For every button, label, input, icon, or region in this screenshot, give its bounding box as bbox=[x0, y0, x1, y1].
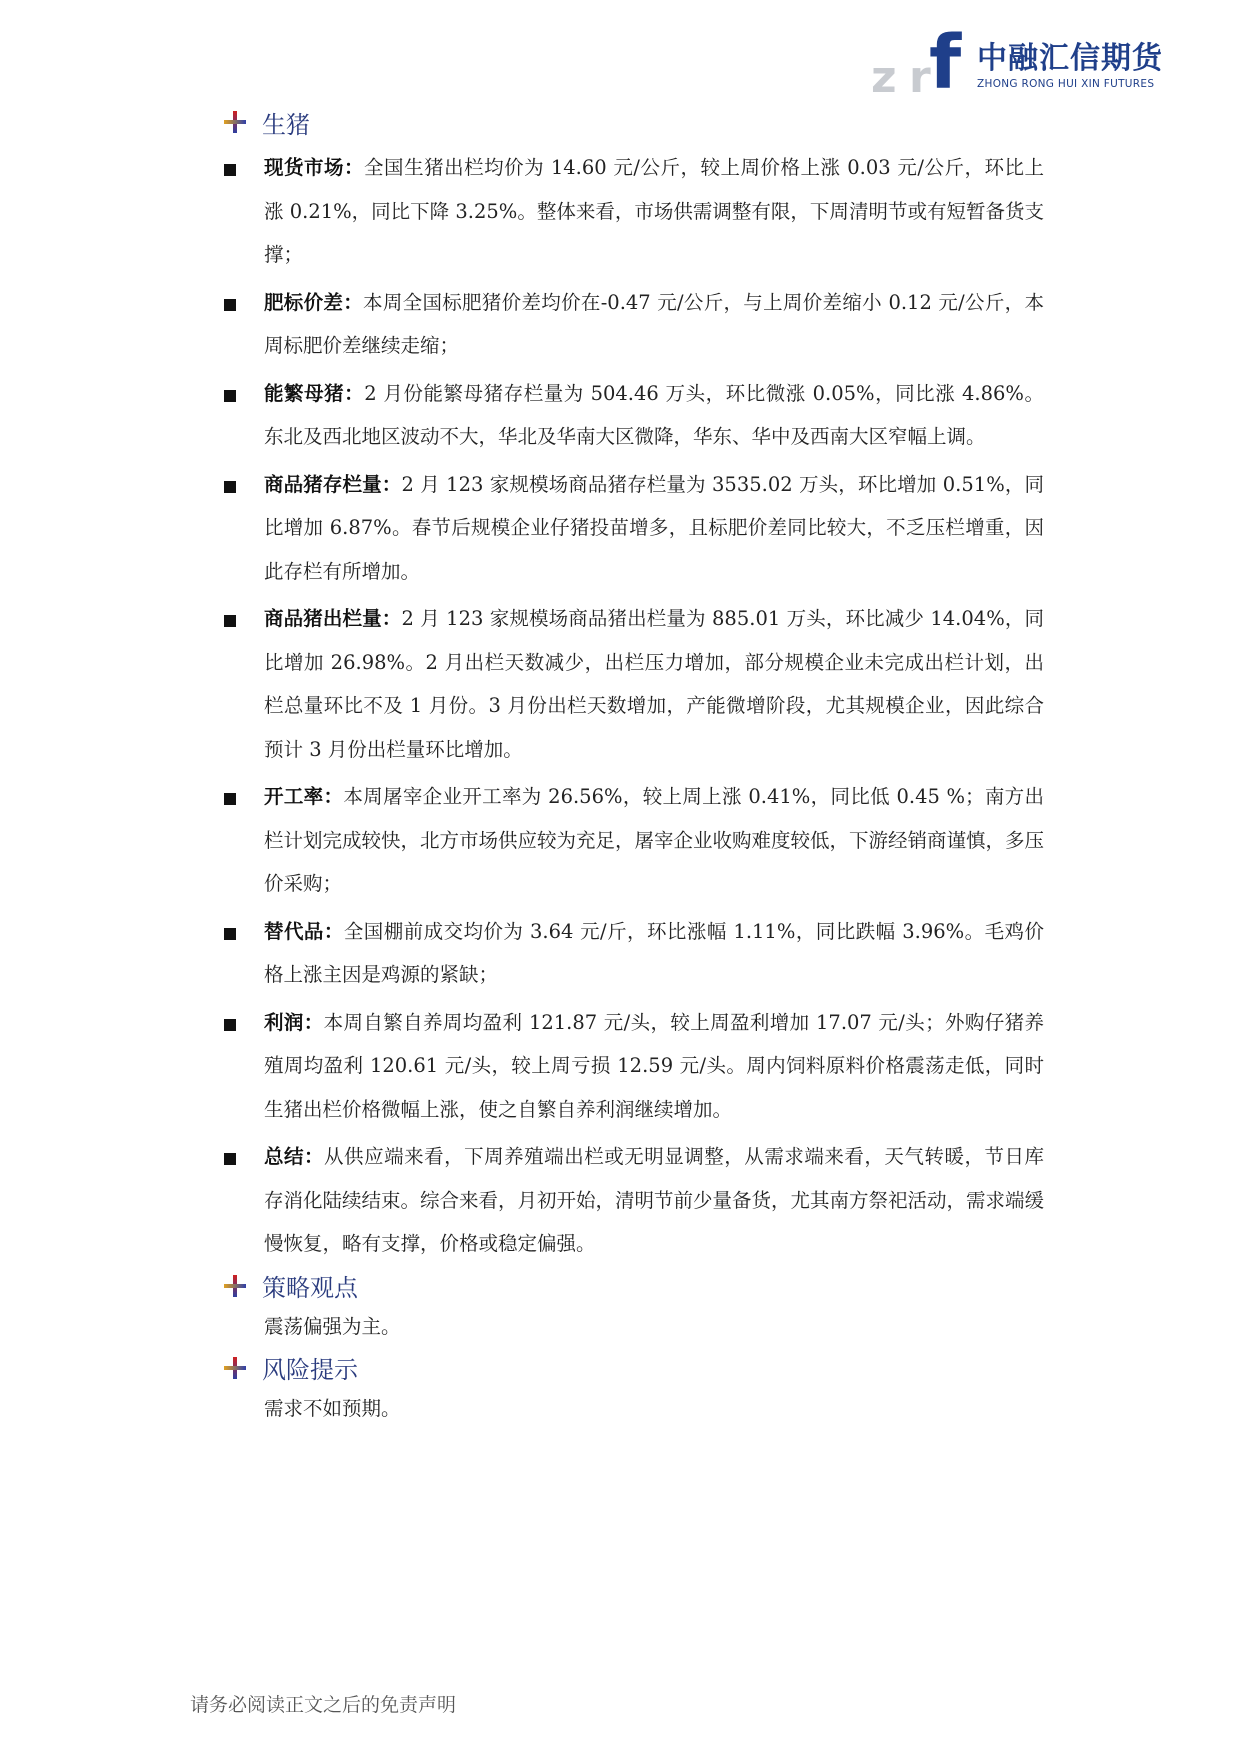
section-title: 策略观点 bbox=[262, 1274, 358, 1302]
bullet-item-operating-rate bbox=[224, 775, 1044, 906]
bullet-item-fat-spread bbox=[224, 281, 1044, 368]
bullet-item-inventory bbox=[224, 463, 1044, 594]
bullet-label: 商品猪存栏量： bbox=[264, 472, 402, 496]
company-logo bbox=[871, 20, 1163, 106]
logo-mark-f: f bbox=[929, 20, 962, 106]
square-bullet-icon bbox=[224, 928, 236, 940]
bullet-label: 能繁母猪： bbox=[264, 381, 365, 405]
bullet-label: 总结： bbox=[264, 1145, 325, 1168]
section-heading-strategy bbox=[224, 1266, 1044, 1306]
bullet-label: 现货市场： bbox=[264, 156, 365, 179]
section-title: 生猪 bbox=[262, 110, 310, 139]
bullet-label: 商品猪出栏量： bbox=[264, 607, 402, 630]
square-bullet-icon bbox=[224, 299, 236, 311]
bullet-text: 全国棚前成交均价为 3.64 元/斤，环比涨幅 1.11%，同比跌幅 3.96%。毛鸡价格上涨主因是鸡源的紧缺； bbox=[264, 919, 1044, 986]
square-bullet-icon bbox=[224, 164, 236, 176]
bullet-text: 2 月 123 家规模场商品猪出栏量为 885.01 万头，环比减少 14.04%，同比增加 26.98%。2 月出栏天数减少，出栏压力增加，部分规模企业未完成出栏计划，出栏总量环比不及 1 月份。3 月份出栏天数增加，产能微增阶段，尤其规模企业，因此综合预计 3 月份出栏量环比增加。 bbox=[264, 607, 1044, 761]
company-name-en: ZHONG RONG HUI XIN FUTURES bbox=[977, 78, 1155, 90]
cross-bullet-icon bbox=[224, 1357, 246, 1379]
cross-bullet-icon bbox=[224, 111, 246, 133]
cross-bullet-icon bbox=[224, 1275, 246, 1297]
report-content bbox=[224, 102, 1044, 1430]
bullet-item-substitutes bbox=[224, 910, 1044, 997]
bullet-text: 本周屠宰企业开工率为 26.56%，较上周上涨 0.41%，同比低 0.45 %；南方出栏计划完成较快，北方市场供应较为充足，屠宰企业收购难度较低，下游经销商谨慎，多压价采购； bbox=[264, 785, 1045, 895]
bullet-text: 本周自繁自养周均盈利 121.87 元/头，较上周盈利增加 17.07 元/头；外购仔猪养殖周均盈利 120.61 元/头，较上周亏损 12.59 元/头。周内饲料原料价格震荡走低，同时生猪出栏价格微幅上涨，使之自繁自养利润继续增加。 bbox=[264, 1010, 1044, 1121]
strategy-text: 震荡偏强为主。 bbox=[264, 1314, 401, 1338]
logo-mark-r: r bbox=[909, 52, 931, 103]
bullet-item-slaughter-volume bbox=[224, 597, 1044, 771]
bullet-text: 从供应端来看，下周养殖端出栏或无明显调整，从需求端来看，天气转暖，节日库存消化陆续结束。综合来看，月初开始，清明节前少量备货，尤其南方祭祀活动，需求端缓慢恢复，略有支撑，价格或稳定偏强。 bbox=[264, 1145, 1045, 1255]
bullet-label: 开工率： bbox=[264, 785, 344, 808]
bullet-item-summary bbox=[224, 1135, 1044, 1266]
bullet-text: 2 月 123 家规模场商品猪存栏量为 3535.02 万头，环比增加 0.51%，同比增加 6.87%。春节后规模企业仔猪投苗增多，且标肥价差同比较大，不乏压栏增重，因此存栏有所增加。 bbox=[264, 472, 1044, 583]
risk-text: 需求不如预期。 bbox=[264, 1396, 401, 1420]
bullet-text: 2 月份能繁母猪存栏量为 504.46 万头，环比微涨 0.05%，同比涨 4.86%。东北及西北地区波动不大，华北及华南大区微降，华东、华中及西南大区窄幅上调。 bbox=[264, 381, 1044, 448]
logo-mark bbox=[871, 20, 971, 106]
square-bullet-icon bbox=[224, 1153, 236, 1165]
bullet-label: 替代品： bbox=[264, 919, 344, 943]
bullet-item-spot-market bbox=[224, 146, 1044, 277]
bullet-text: 全国生猪出栏均价为 14.60 元/公斤，较上周价格上涨 0.03 元/公斤，环比上涨 0.21%，同比下降 3.25%。整体来看，市场供需调整有限，下周清明节或有短暂备货支撑； bbox=[264, 156, 1044, 266]
company-name-cn: 中融汇信期货 bbox=[977, 41, 1163, 76]
bullet-label: 利润： bbox=[264, 1010, 324, 1034]
logo-text bbox=[977, 42, 1163, 90]
bullet-item-profit bbox=[224, 1001, 1044, 1132]
logo-mark-z: z bbox=[871, 52, 895, 103]
footer-disclaimer: 请务必阅读正文之后的免责声明 bbox=[190, 1694, 457, 1716]
square-bullet-icon bbox=[224, 615, 236, 627]
square-bullet-icon bbox=[224, 390, 236, 402]
bullet-item-sows bbox=[224, 372, 1044, 459]
bullet-text: 本周全国标肥猪价差均价在-0.47 元/公斤，与上周价差缩小 0.12 元/公斤，本周标肥价差继续走缩； bbox=[264, 290, 1044, 357]
square-bullet-icon bbox=[224, 481, 236, 493]
section-title: 风险提示 bbox=[262, 1356, 358, 1384]
square-bullet-icon bbox=[224, 793, 236, 805]
section-heading-pig bbox=[224, 102, 1044, 142]
section-heading-risk bbox=[224, 1348, 1044, 1388]
square-bullet-icon bbox=[224, 1019, 236, 1031]
bullet-label: 肥标价差： bbox=[264, 290, 364, 314]
